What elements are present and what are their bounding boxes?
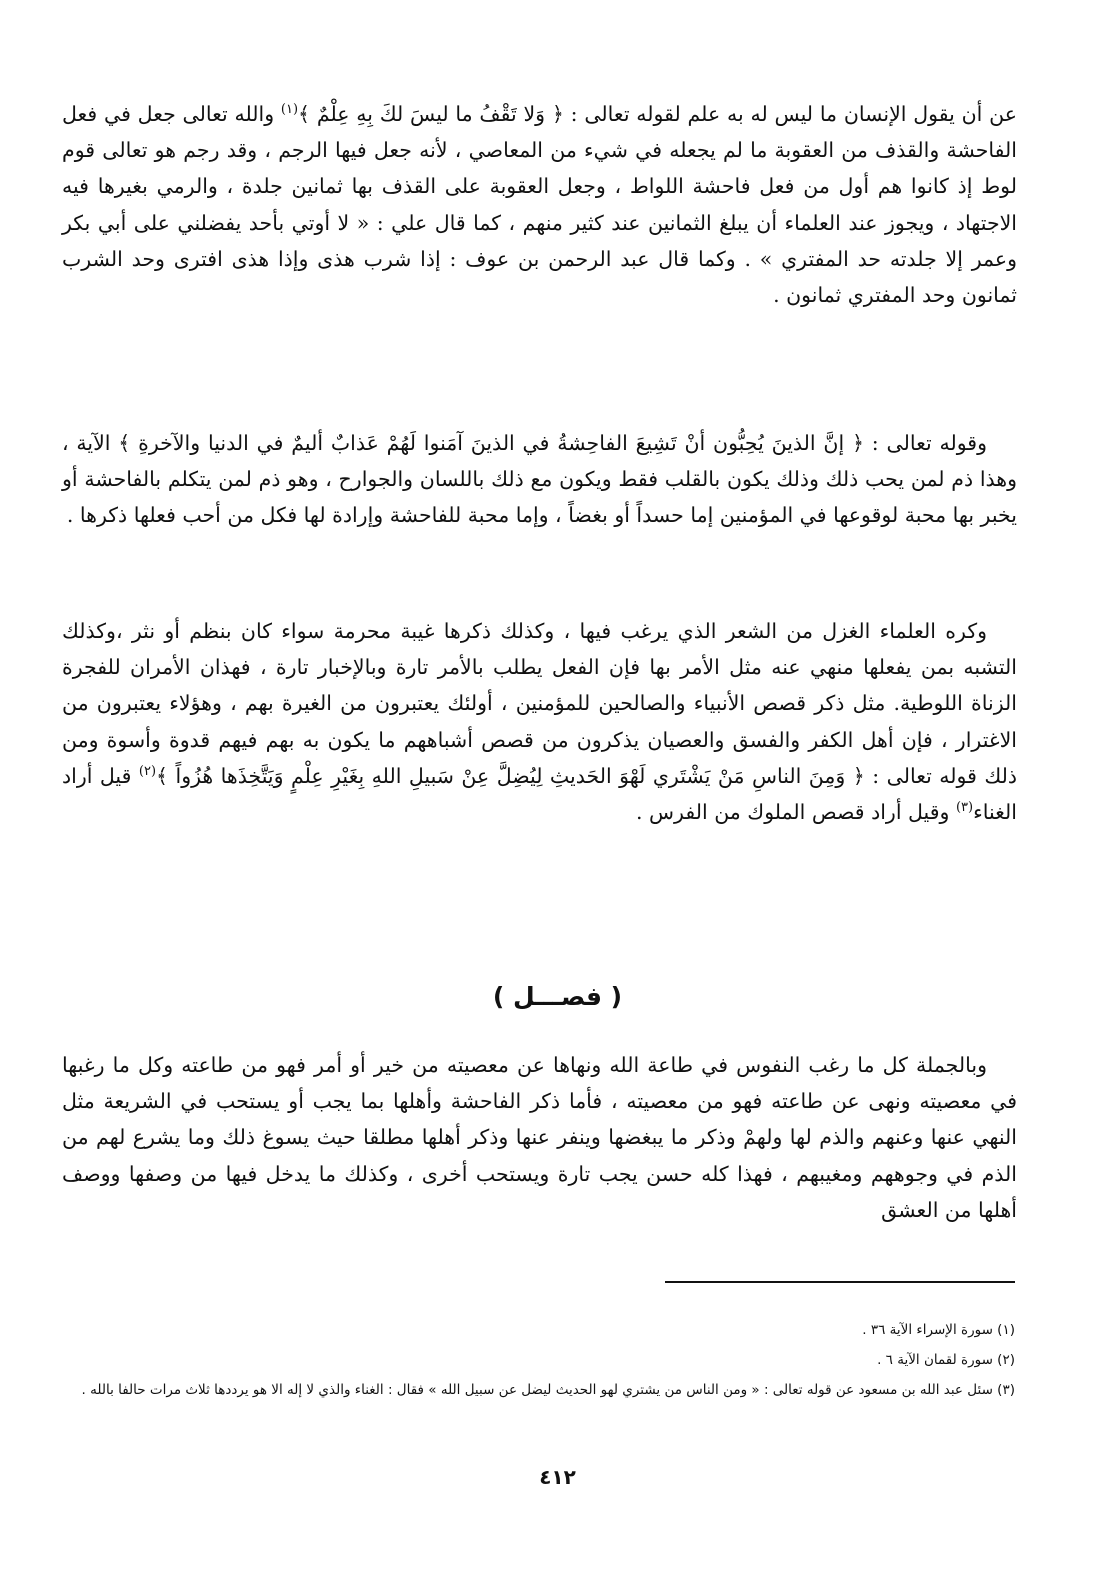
- paragraph-1-text-b: والله تعالى جعل في فعل الفاحشة والقذف من العقوبة ما لم يجعله في شيء من المعاصي ، لأنه جعل فيها الرجم ، وقد رجم هو تعالى قوم لوط إذ كانوا هم أول من فعل فاحشة اللواط ، وجعل العقوبة على القذف بها ثمانين جلدة ، والرمي بغيرها فيه الاجتهاد ، ويجوز عند العلماء أن يبلغ الثمانين عند كثير منهم ، كما قال علي : « لا أوتي بأحد يفضلني على أبي بكر وعمر إلا جلدته حد المفتري » . وكما قال عبد الرحمن بن عوف : إذا شرب هذى وإذا هذى افترى وحد الشرب ثمانون وحد المفتري ثمانون .: [62, 102, 1017, 308]
- section-heading: ( فصـــل ): [492, 982, 623, 1011]
- footnote-1: (١) سورة الإسراء الآية ٣٦ .: [862, 1322, 1015, 1338]
- footnote-divider: [665, 1281, 1015, 1283]
- paragraph-3-text-c: وقيل أراد قصص الملوك من الفرس .: [636, 800, 956, 825]
- footnote-2: (٢) سورة لقمان الآية ٦ .: [877, 1352, 1015, 1368]
- paragraph-2-text: وقوله تعالى : ﴿ إنَّ الذينَ يُحِبُّون أنْ تَشِيعَ الفاحِشةُ في الذينَ آمَنوا لَهُمْ عَذابٌ أليمٌ في الدنيا والآخرةِ ﴾ الآية ، وهذا ذم لمن يحب ذلك وذلك يكون بالقلب فقط ويكون مع ذلك باللسان والجوارح ، وهو ذم لمن يتكلم بالفاحشة أو يخبر بها محبة لوقوعها في المؤمنين إما حسداً أو بغضاً ، وإما محبة للفاحشة وإرادة لها فكل من أحب فعلها ذكرها .: [62, 431, 1017, 528]
- paragraph-1-text-a: عن أن يقول الإنسان ما ليس له به علم لقوله تعالى : ﴿ وَلا تَقْفُ ما ليسَ لكَ بِهِ عِلْمٌ ﴾: [298, 102, 1017, 126]
- paragraph-3-text-b: قيل أراد الغناء: [62, 763, 1017, 825]
- footnote-3: (٣) سئل عبد الله بن مسعود عن قوله تعالى : « ومن الناس من يشتري لهو الحديث ليضل عن سبيل الله » فقال : الغناء والذي لا إله الا هو يرددها ثلاث مرات حالفا بالله .: [81, 1382, 1015, 1398]
- footnote-ref-1: (١): [280, 102, 299, 118]
- footnote-ref-3: (٣): [955, 800, 974, 816]
- footnote-ref-2: (٢): [138, 763, 157, 779]
- paragraph-3-text-a: وكره العلماء الغزل من الشعر الذي يرغب فيها ، وكذلك ذكرها غيبة محرمة سواء كان بنظم أو نثر ،وكذلك التشبه بمن يفعلها منهي عنه مثل الأمر بها فإن الفعل يطلب بالأمر تارة وبالإخبار تارة ، فهذان الأمران للفجرة الزناة اللوطية. مثل ذكر قصص الأنبياء والصالحين للمؤمنين ، أولئك يعتبرون من الغيرة بهم ، وهؤلاء يعتبرون من الاغترار ، فإن أهل الكفر والفسق والعصيان يذكرون من قصص أشباههم ما يكون به بهم فيهم قدوة وأسوة ومن ذلك قوله تعالى : ﴿ وَمِنَ الناسِ مَنْ يَشْتَري لَهْوَ الحَديثِ لِيُضِلَّ عِنْ سَبيلِ اللهِ بِغَيْرِ عِلْمٍ وَيَتَّخِذَها هُزُواً ﴾: [62, 619, 1018, 788]
- paragraph-2: [62, 425, 1017, 534]
- paragraph-3: [62, 613, 1017, 830]
- page-number: ٤١٢: [539, 1465, 576, 1489]
- paragraph-1: [62, 96, 1017, 313]
- paragraph-4: [62, 1047, 1017, 1228]
- footnotes: [70, 1318, 1015, 1408]
- paragraph-4-text: وبالجملة كل ما رغب النفوس في طاعة الله ونهاها عن معصيته من خير أو أمر فهو من طاعته وكل ما رغبها في معصيته ونهى عن طاعته فهو من معصيته ، فأما ذكر الفاحشة وأهلها بما يجب أو يستحب في الشريعة مثل النهي عنها وعنهم والذم لها ولهمْ وذكر ما يبغضها وينفر عنها وذكر أهلها مطلقا حيث يسوغ ذلك وما يشرع لهم من الذم في وجوههم ومغيبهم ، فهذا كله حسن يجب تارة ويستحب أخرى ، وكذلك ما يدخل فيها من وصفها ووصف أهلها من العشق: [62, 1053, 1017, 1222]
